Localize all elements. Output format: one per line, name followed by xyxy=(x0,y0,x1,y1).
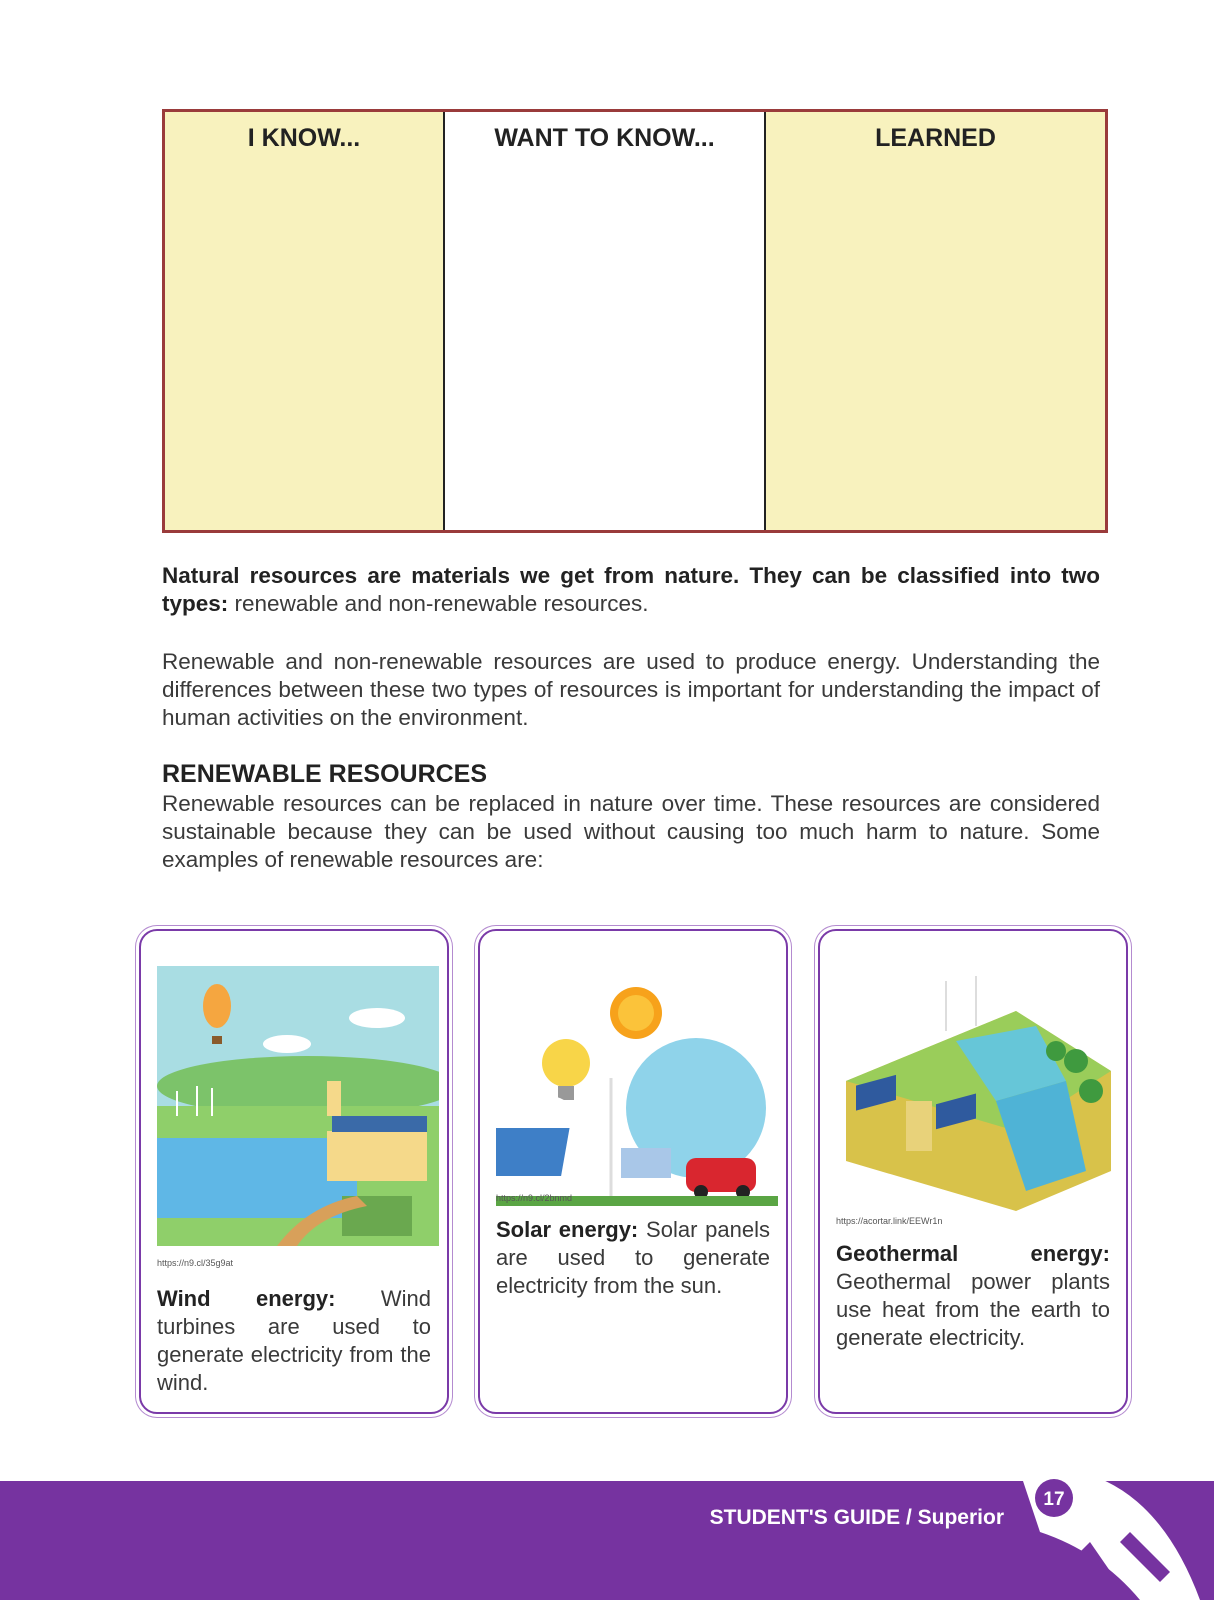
footer-guide-label xyxy=(710,1506,1004,1530)
intro-bold: Natural resources are materials we get from nature. They can be classified into two types: xyxy=(162,563,1100,616)
wind-energy-card xyxy=(139,929,449,1414)
geothermal-energy-card xyxy=(818,929,1128,1414)
kwl-learned-heading: LEARNED xyxy=(875,124,996,152)
kwl-know-heading: I KNOW... xyxy=(247,124,361,152)
solar-text: Solar panels are used to generate electricity from the sun. xyxy=(496,1217,770,1298)
solar-energy-card xyxy=(478,929,788,1414)
wind-energy-illustration xyxy=(157,966,439,1246)
solar-title: Solar energy: xyxy=(496,1217,639,1242)
wind-description xyxy=(157,1285,431,1397)
intro-rest: renewable and non-renewable resources. xyxy=(228,591,649,616)
rocket-icon xyxy=(1020,1472,1214,1600)
renewable-paragraph: Renewable resources can be replaced in nature over time. These resources are considered sustainable because they can be used without causing too much harm to nature. Some examples of renewable resources are: xyxy=(162,791,1100,872)
solar-description xyxy=(496,1216,770,1300)
guide-level: / Superior xyxy=(900,1506,1004,1529)
renewable-heading: RENEWABLE RESOURCES xyxy=(162,760,488,788)
wind-image-source: https://n9.cl/35g9at xyxy=(157,1258,234,1268)
geothermal-image-source: https://acortar.link/EEWr1n xyxy=(836,1216,943,1226)
guide-title: STUDENT'S GUIDE xyxy=(709,1506,901,1529)
solar-energy-illustration xyxy=(496,953,778,1233)
geothermal-energy-illustration xyxy=(836,956,1118,1236)
page-number: 17 xyxy=(1043,1489,1065,1510)
geothermal-title: Geothermal energy: xyxy=(836,1241,1110,1266)
kwl-learned-column xyxy=(766,112,1105,530)
energy-paragraph: Renewable and non-renewable resources are used to produce energy. Understanding the differences between these two types of resources is important for understanding the impact of human activities on the environment. xyxy=(162,649,1100,730)
geothermal-text: Geothermal power plants use heat from the earth to generate electricity. xyxy=(836,1269,1110,1350)
wind-text: Wind turbines are used to generate electricity from the wind. xyxy=(157,1286,431,1395)
kwl-want-column xyxy=(445,112,766,530)
intro-paragraph xyxy=(162,562,1100,618)
kwl-table xyxy=(162,109,1108,533)
kwl-want-heading: WANT TO KNOW... xyxy=(494,124,715,152)
kwl-know-column xyxy=(165,112,445,530)
geothermal-description xyxy=(836,1240,1110,1352)
wind-title: Wind energy: xyxy=(157,1286,336,1311)
solar-image-source: https://n9.cl/2bnmd xyxy=(496,1193,573,1203)
